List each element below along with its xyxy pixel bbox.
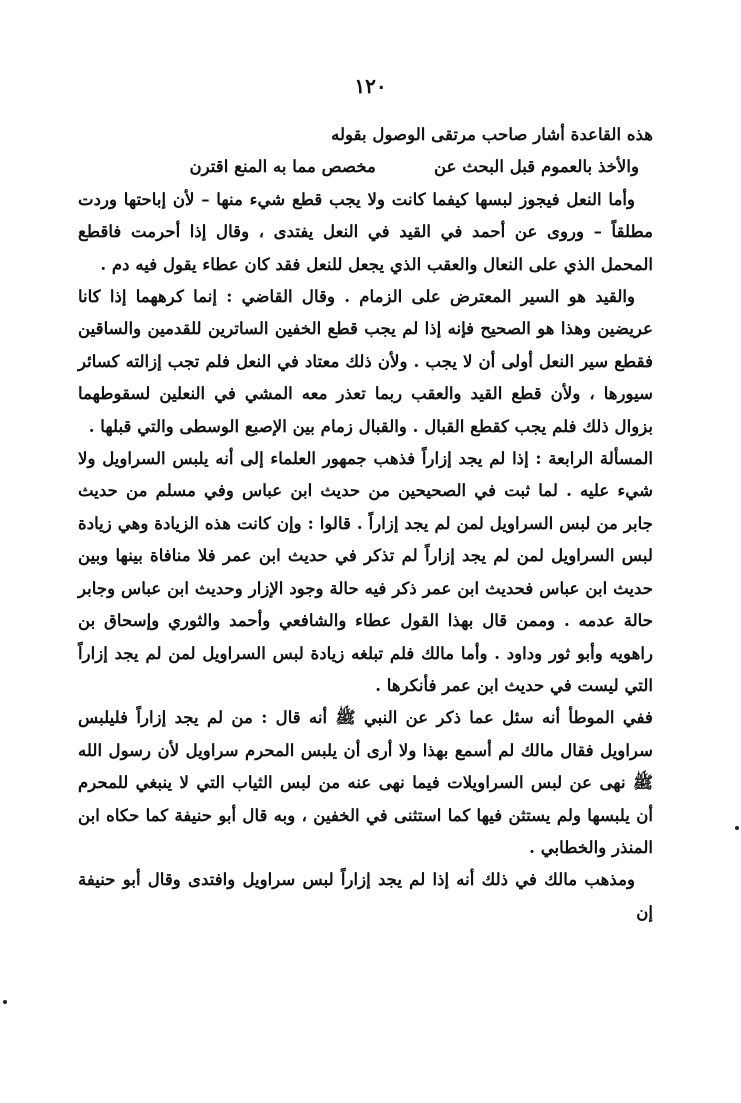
margin-dot-top	[735, 826, 739, 830]
paragraph-sandals: وأما النعل فيجوز لبسها كيفما كانت ولا يجب قطع شيء منها – لأن إباحتها وردت مطلقاً – وروى عن أحمد في القيد في النعل يفتدى ، وقال إذا أحرمت فاقطع المحمل الذي على النعال والعقب الذي يجعل للنعل فقد كان عطاء يقول فيه دم .	[78, 188, 653, 274]
page-body	[78, 118, 653, 928]
page-number: ١٢٠	[354, 74, 387, 98]
paragraph-strap: والقيد هو السير المعترض على الزمام . وقال القاضي : إنما كرههما إذا كانا عريضين وهذا هو الصحيح فإنه إذا لم يجب قطع الخفين الساترين للقدمين والساقين فقطع سير النعل أولى أن لا يجب . ولأن ذلك معتاد في النعل فلم تجب إزالته كسائر سيورها ، ولأن قطع القيد والعقب ربما تعذر معه المشي في النعلين لسقوطهما بزوال ذلك فلم يجب كقطع القبال . والقبال زمام بين الإصبع الوسطى والتي قبلها .	[78, 286, 653, 436]
verse-line	[78, 150, 653, 182]
paragraph-fourth-issue: المسألة الرابعة : إذا لم يجد إزاراً فذهب جمهور العلماء إلى أنه يلبس السراويل ولا شيء عليه . لما ثبت في الصحيحين من حديث ابن عباس وفي مسلم من حديث جابر من لبس السراويل لمن لم يجد إزاراً . قالوا : وإن كانت هذه الزيادة وهي زيادة لبس السراويل لمن لم يجد إزاراً لم تذكر في حديث ابن عمر فلا منافاة بينها وبين حديث ابن عباس فحديث ابن عمر ذكر فيه حالة وجود الإزار وحديث ابن عباس وجابر حالة عدمه . وممن قال بهذا القول عطاء والشافعي وأحمد والثوري وإسحاق بن راهويه وأبو ثور وداود . وأما مالك فلم تبلغه زيادة لبس السراويل لمن لم يجد إزاراً التي ليست في حديث ابن عمر فأنكرها .	[78, 448, 653, 695]
verse-second-hemistich: مخصص مما به المنع اقترن	[189, 156, 376, 177]
paragraph-muwatta: ففي الموطأ أنه سئل عما ذكر عن النبي ﷺ أنه قال : من لم يجد إزاراً فليلبس سراويل فقال مالك لم أسمع بهذا ولا أرى أن يلبس المحرم سراويل لأن رسول الله ﷺ نهى عن لبس السراويلات فيما نهى عنه من لبس الثياب التي لا ينبغي للمحرم أن يلبسها ولم يستثن فيها كما استثنى في الخفين ، وبه قال أبو حنيفة كما حكاه ابن المنذر والخطابي .	[78, 707, 653, 857]
verse-first-hemistich: والأخذ بالعموم قبل البحث عن	[433, 156, 639, 177]
paragraph-malik-doctrine: ومذهب مالك في ذلك أنه إذا لم يجد إزاراً لبس سراويل وافتدى وقال أبو حنيفة إن	[78, 869, 653, 922]
intro-line: هذه القاعدة أشار صاحب مرتقى الوصول بقوله	[331, 124, 653, 144]
margin-dot-bottom	[3, 1000, 7, 1004]
